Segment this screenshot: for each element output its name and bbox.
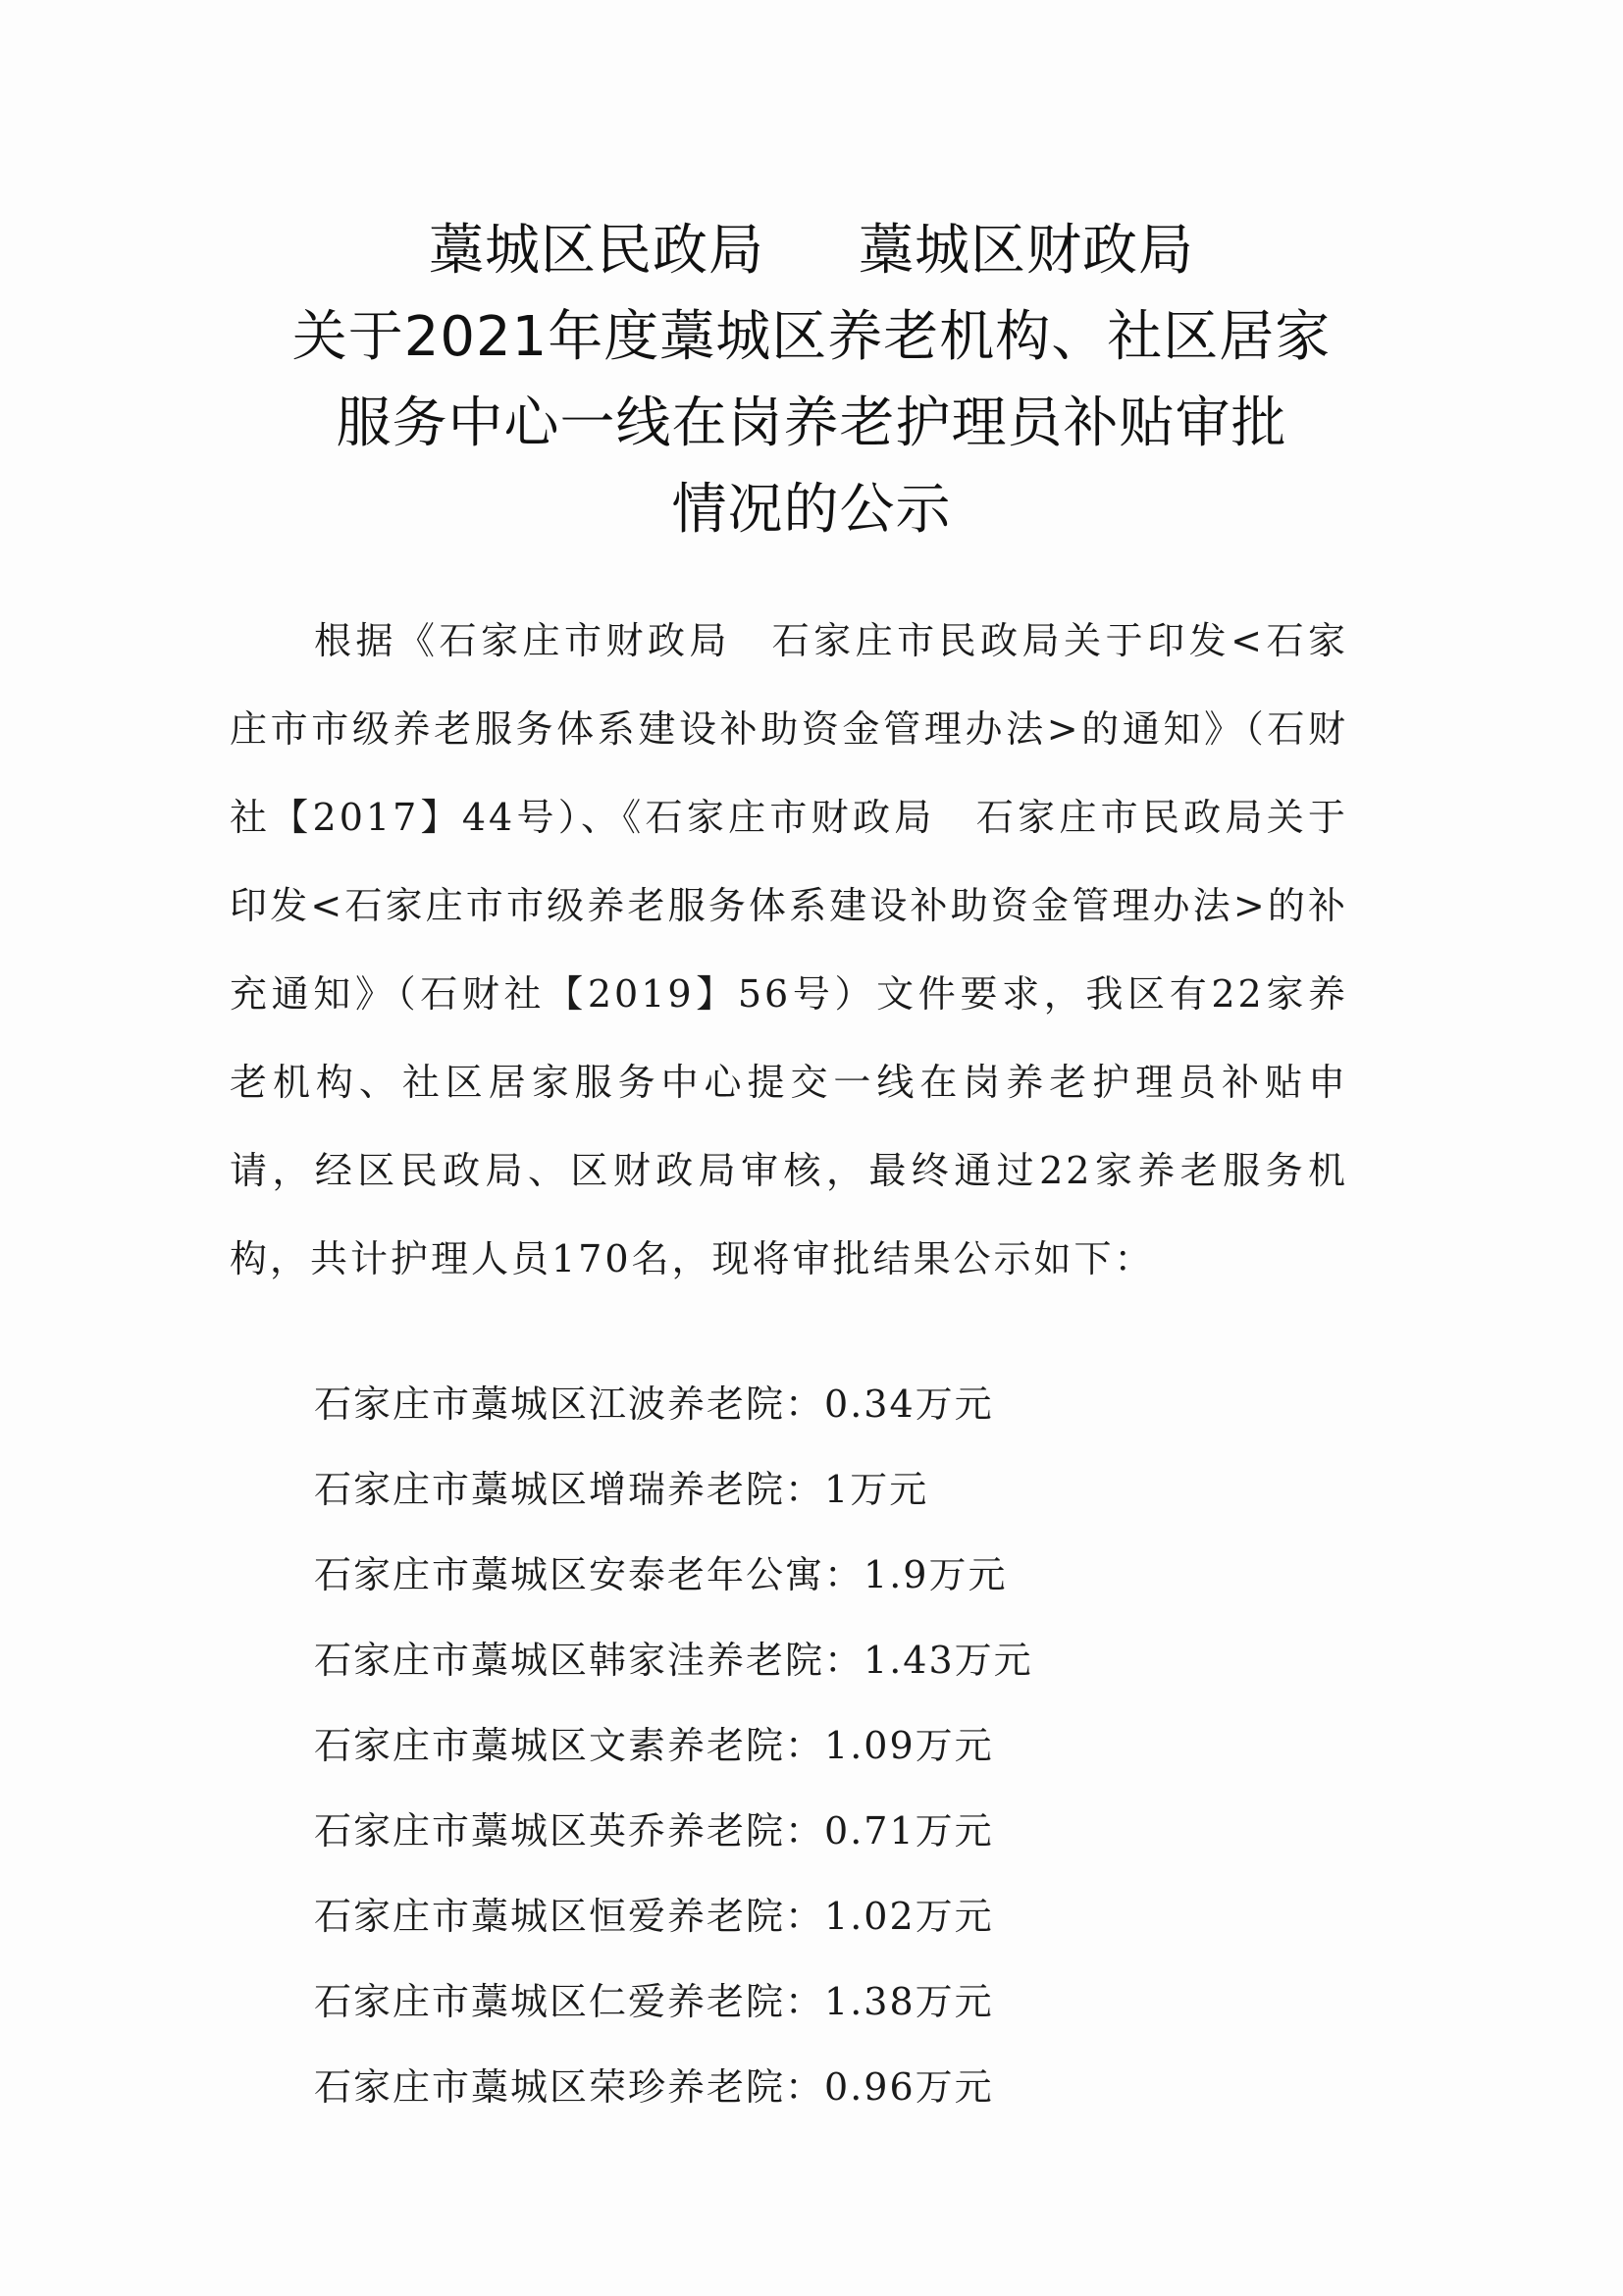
institution-name: 石家庄市藁城区荣珍养老院: [314, 2065, 786, 2109]
list-item: [314, 1618, 1033, 1703]
subsidy-amount: ：1.43万元: [824, 1639, 1033, 1682]
subsidy-amount: ：1.02万元: [785, 1895, 994, 1938]
list-item: [314, 2045, 1033, 2130]
institution-name: 石家庄市藁城区安泰老年公寓: [314, 1553, 825, 1596]
body-part-1: 根据《石家庄市财政局: [314, 619, 732, 662]
institution-name: 石家庄市藁城区英乔养老院: [314, 1809, 786, 1852]
subsidy-amount: ：0.34万元: [785, 1383, 994, 1426]
institution-name: 石家庄市藁城区江波养老院: [314, 1383, 786, 1426]
subsidy-amount: ：1.09万元: [785, 1724, 994, 1767]
list-item: [314, 1362, 1033, 1447]
list-item: [314, 1533, 1033, 1618]
institution-name: 石家庄市藁城区恒爱养老院: [314, 1895, 786, 1938]
document-title: [0, 208, 1623, 553]
list-item: [314, 1447, 1033, 1533]
issuer-finance: 藁城区财政局: [859, 219, 1194, 283]
title-line-1: [0, 208, 1623, 294]
body-paragraph: [230, 597, 1348, 1303]
subsidy-amount: ：1.9万元: [824, 1553, 1008, 1596]
issuer-civil-affairs: 藁城区民政局: [429, 219, 764, 283]
title-line-4: 情况的公示: [671, 478, 952, 542]
institution-name: 石家庄市藁城区文素养老院: [314, 1724, 786, 1767]
subsidy-list: [314, 1362, 1033, 2130]
list-item: [314, 1959, 1033, 2045]
body-part-2: 石家庄市民政局关于印发<石家庄市市级养老服务体系建设补助资金管理办法>的通知》（石财社【2017】44号）、《石家庄市财政局: [230, 619, 1348, 839]
institution-name: 石家庄市藁城区增瑞养老院: [314, 1468, 786, 1511]
list-item: [314, 1874, 1033, 1959]
subsidy-amount: ：1.38万元: [785, 1980, 994, 2023]
body-part-3: 石家庄市民政局关于印发<石家庄市市级养老服务体系建设补助资金管理办法>的补充通知》（石财社【2019】56号）文件要求，我区有22家养老机构、社区居家服务中心提交一线在岗养老护理员补贴申请，经区民政局、区财政局审核，最终通过22家养老服务机构，共计护理人员170名，现将审批结果公示如下：: [230, 796, 1348, 1280]
subsidy-amount: ：0.71万元: [785, 1809, 994, 1852]
subsidy-amount: ：1万元: [785, 1468, 929, 1511]
title-line-3: 服务中心一线在岗养老护理员补贴审批: [336, 391, 1287, 455]
list-item: [314, 1789, 1033, 1874]
title-line-2: 关于2021年度藁城区养老机构、社区居家: [291, 305, 1332, 369]
list-item: [314, 1703, 1033, 1789]
institution-name: 石家庄市藁城区仁爱养老院: [314, 1980, 786, 2023]
subsidy-amount: ：0.96万元: [785, 2065, 994, 2109]
institution-name: 石家庄市藁城区韩家洼养老院: [314, 1639, 825, 1682]
